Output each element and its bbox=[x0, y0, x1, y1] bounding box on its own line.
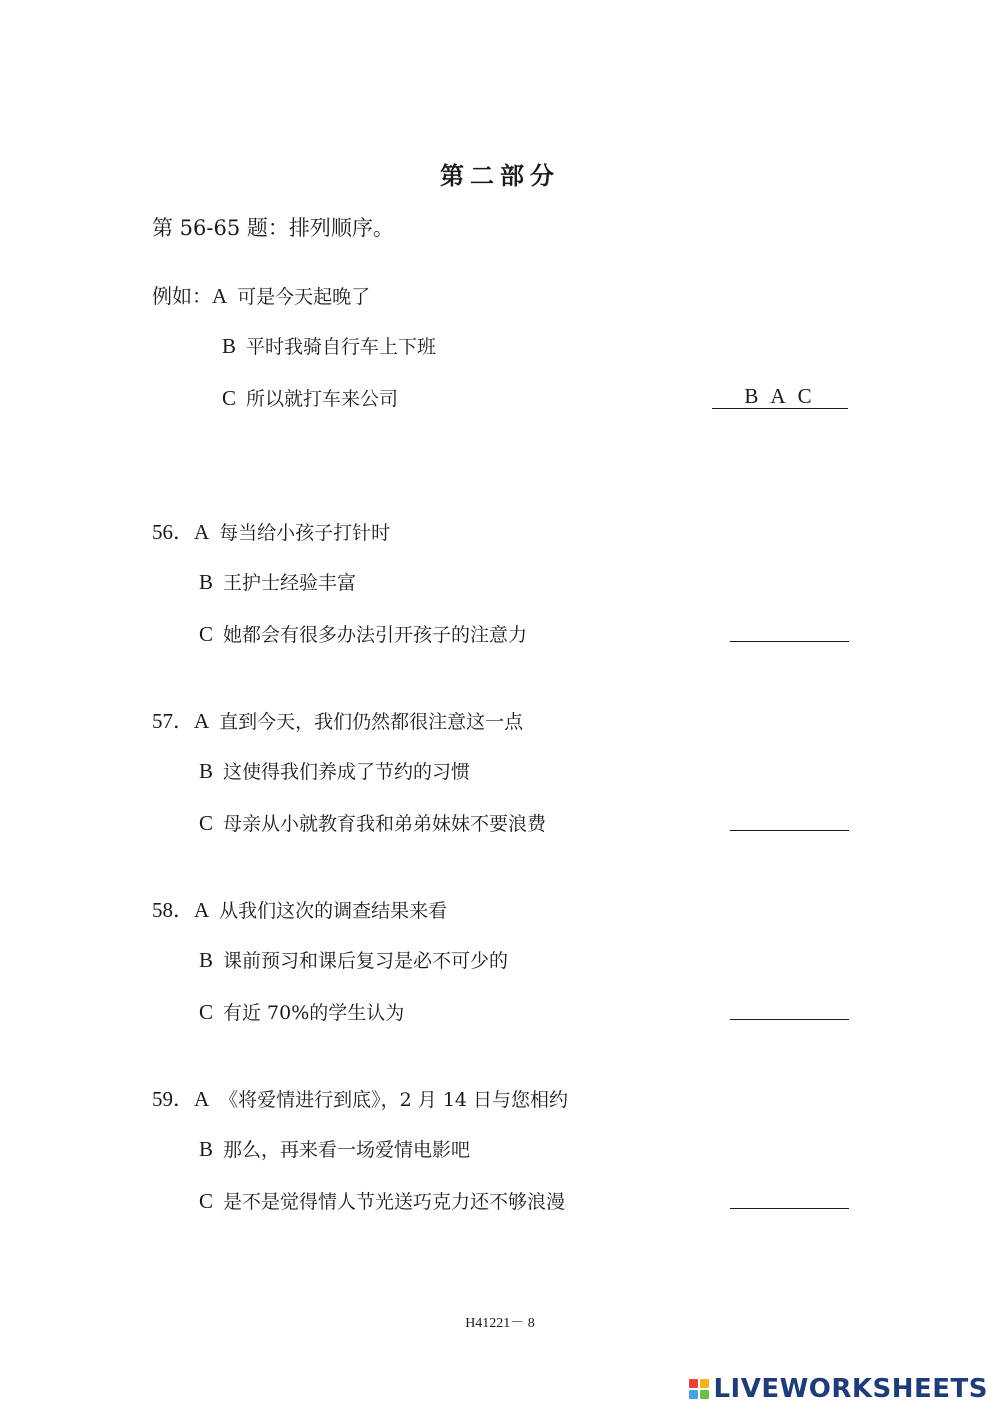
item-label: C bbox=[199, 811, 214, 835]
question-59-item-b bbox=[199, 1135, 470, 1162]
question-58-item-c bbox=[199, 998, 404, 1025]
item-label: A bbox=[194, 520, 210, 544]
answer-blank-58[interactable] bbox=[730, 1019, 849, 1020]
example-answer: B A C bbox=[712, 384, 848, 409]
item-text: 有近 70%的学生认为 bbox=[223, 1002, 405, 1024]
example-prefix: 例如： bbox=[152, 284, 212, 308]
item-text: 那么，再来看一场爱情电影吧 bbox=[223, 1139, 471, 1161]
item-label: B bbox=[199, 570, 214, 594]
brand-name: LIVEWORKSHEETS bbox=[713, 1374, 988, 1404]
example-item-b bbox=[222, 332, 436, 359]
item-text: 课前预习和课后复习是必不可少的 bbox=[223, 950, 509, 972]
logo-square-icon bbox=[700, 1379, 709, 1388]
logo-square-icon bbox=[689, 1379, 698, 1388]
question-number: 57． bbox=[152, 709, 194, 733]
instruction: 第 56-65 题：排列顺序。 bbox=[152, 216, 394, 240]
item-text: 母亲从小就教育我和弟弟妹妹不要浪费 bbox=[223, 813, 547, 835]
item-label: C bbox=[222, 386, 237, 410]
question-59-item-a bbox=[152, 1083, 568, 1113]
item-label: B bbox=[199, 948, 214, 972]
item-label: A bbox=[194, 898, 210, 922]
item-label: A bbox=[194, 709, 210, 733]
answer-blank-59[interactable] bbox=[730, 1208, 849, 1209]
item-text: 她都会有很多办法引开孩子的注意力 bbox=[223, 624, 528, 646]
item-label: B bbox=[222, 334, 237, 358]
section-title: 第二部分 bbox=[440, 161, 560, 190]
page-footer: H41221－ 8 bbox=[465, 1316, 535, 1331]
item-label: C bbox=[199, 622, 214, 646]
question-number: 56． bbox=[152, 520, 194, 544]
item-text: 这使得我们养成了节约的习惯 bbox=[223, 761, 471, 783]
item-label: A bbox=[194, 1087, 210, 1111]
answer-blank-57[interactable] bbox=[730, 830, 849, 831]
question-57-item-a bbox=[152, 705, 523, 735]
question-58-item-a bbox=[152, 894, 447, 924]
logo-square-icon bbox=[689, 1390, 698, 1399]
question-56-item-a bbox=[152, 516, 390, 546]
item-text: 是不是觉得情人节光送巧克力还不够浪漫 bbox=[223, 1191, 566, 1213]
question-number: 58． bbox=[152, 898, 194, 922]
question-59-item-c bbox=[199, 1187, 565, 1214]
example-item-a bbox=[152, 280, 370, 309]
item-text: 每当给小孩子打针时 bbox=[219, 522, 391, 544]
item-text: 可是今天起晚了 bbox=[237, 286, 371, 308]
item-label: B bbox=[199, 1137, 214, 1161]
question-56-item-b bbox=[199, 568, 356, 595]
item-label: C bbox=[199, 1189, 214, 1213]
question-58-item-b bbox=[199, 946, 508, 973]
question-56-item-c bbox=[199, 620, 527, 647]
item-text: 从我们这次的调查结果来看 bbox=[219, 900, 448, 922]
liveworksheets-logo[interactable] bbox=[689, 1374, 988, 1404]
item-text: 直到今天，我们仍然都很注意这一点 bbox=[219, 711, 524, 733]
item-label: B bbox=[199, 759, 214, 783]
question-57-item-c bbox=[199, 809, 546, 836]
item-text: 所以就打车来公司 bbox=[246, 388, 399, 410]
item-text: 平时我骑自行车上下班 bbox=[246, 336, 437, 358]
logo-grid-icon bbox=[689, 1379, 709, 1399]
example-item-c bbox=[222, 384, 398, 411]
logo-square-icon bbox=[700, 1390, 709, 1399]
item-label: C bbox=[199, 1000, 214, 1024]
item-text: 《将爱情进行到底》，2 月 14 日与您相约 bbox=[219, 1089, 569, 1111]
answer-blank-56[interactable] bbox=[730, 641, 849, 642]
question-number: 59． bbox=[152, 1087, 194, 1111]
item-text: 王护士经验丰富 bbox=[223, 572, 357, 594]
question-57-item-b bbox=[199, 757, 470, 784]
item-label: A bbox=[212, 284, 228, 308]
